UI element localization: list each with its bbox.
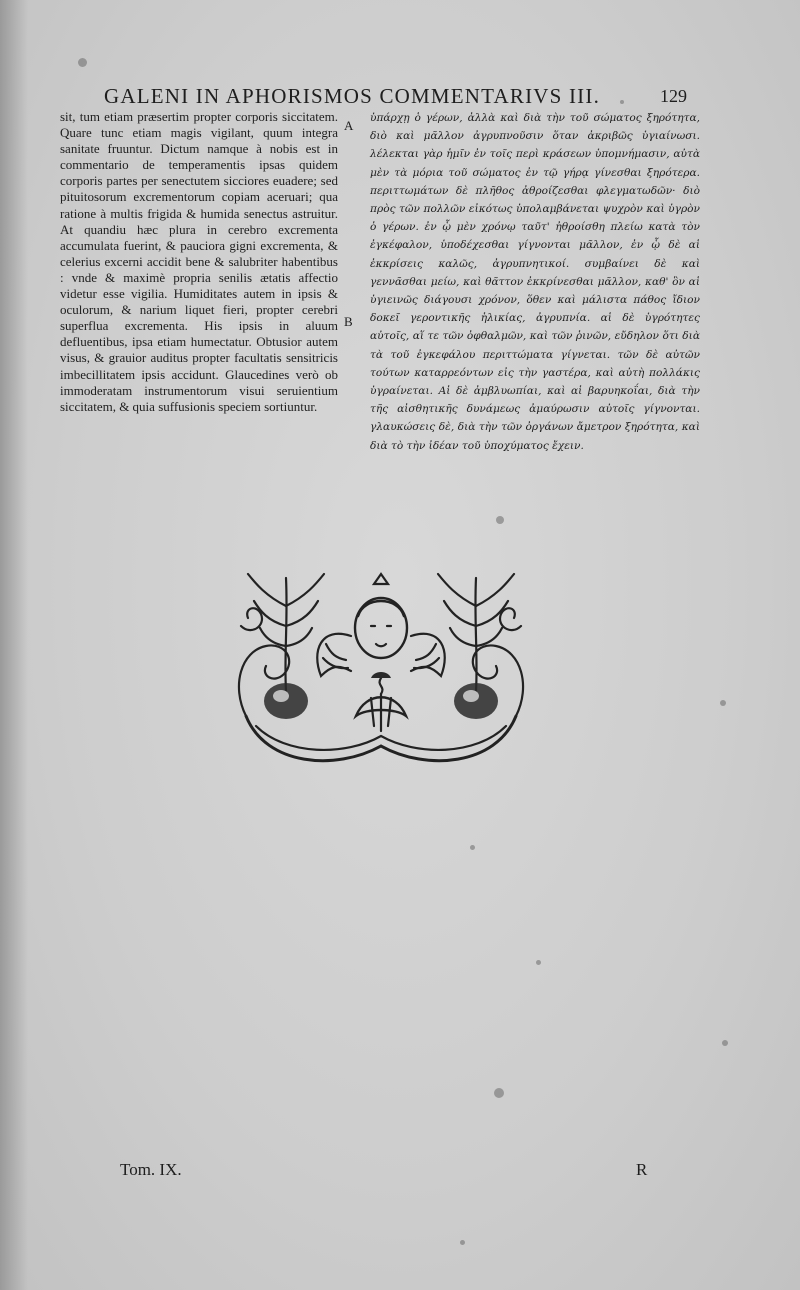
quire-letter: R [636, 1160, 648, 1179]
margin-letter-a: A [344, 118, 354, 133]
cherub-headpiece-ornament-icon [226, 566, 536, 776]
page-number: 129 [660, 86, 687, 106]
latin-column: sit, tum etiam præsertim propter corporis siccitatem. Quare tunc etiam magis vigilant, quum integra sanitate fruuntur. Dictum namque à nobis est in commentario de temperamentis ipsas quidem corporis partes per senectutem sicciores euadere; sed pituitosorum excrementorum copiam aceruari; qua ratione à multis frigida & humida senectus astruitur. At quandiu hæc plura in cerebro excrementa accumulata fuerint, & pauciora gigni excrementa, & celerius excerni accidit bene & salubriter habentibus : vnde & maximè propria senilis ætatis affectio videtur esse vigilia. Humiditates autem in ipsis & oculorum, & narium liquet fieri, propter cerebri superflua excrementa. His ipsis in aluum defluentibus, ipsa etiam humectatur. Obtusior autem visus, & grauior auditus propter facultatis sensitricis imbecillitatem ipsis accidunt. Glaucedines verò ob immoderatam instrumentorum visui seruientium siccitatem, & quia suffusionis speciem sortiuntur. [60, 109, 338, 414]
page-header [104, 84, 704, 110]
margin-letter-b: B [344, 314, 353, 329]
signature-mark: Tom. IX. [120, 1160, 182, 1179]
greek-column: ὑπάρχῃ ὁ γέρων, ἀλλὰ καὶ διὰ τὴν τοῦ σώματος ξηρότητα, διὸ καὶ μᾶλλον ἀγρυπνοῦσιν ὅταν ἀκριβῶς ὑγιαίνωσι. λέλεκται γὰρ ἡμῖν ἐν τοῖς περὶ κράσεων ὑπομνήμασιν, αὐτὰ μὲν τὰ μόρια τοῦ σώματος ἐν τῷ γήρᾳ γίνεσθαι ξηρότερα. περιττωμάτων δὲ πλῆθος ἀθροίζεσθαι φλεγματωδῶν· διὸ πρὸς τῶν πολλῶν εἰκότως ὑπολαμβάνεται ψυχρὸν καὶ ὑγρὸν ὁ γέρων. ἐν ᾧ μὲν χρόνῳ ταῦτ' ἠθροίσθη πλείω κατὰ τὸν ἐγκέφαλον, ὑποδέχεσθαι γίγνονται μᾶλλον, ἐν ᾧ δὲ αἱ ἐκκρίσεις καλῶς, ἀγρυπνητικοί. συμβαίνει δὲ καὶ γεννᾶσθαι μείω, καὶ θᾶττον ἐκκρίνεσθαι μᾶλλον, καθ' ὃν αἱ ὑγιεινῶς διάγουσι χρόνον, ὅθεν καὶ μάλιστα πάθος ἴδιον δοκεῖ γεροντικῆς ἡλικίας, ἀγρυπνία. αἱ δὲ ὑγρότητες αὐτοῖς, αἵ τε τῶν ὀφθαλμῶν, καὶ τῶν ῥινῶν, εὔδηλον ὅτι διὰ τὰ τοῦ ἐγκεφάλου περιττώματα γίγνεται. τῶν δὲ αὐτῶν τούτων καταρρεόντων εἰς τὴν γαστέρα, καὶ αὐτὴ πολλάκις ὑγραίνεται. Αἱ δὲ ἀμβλυωπίαι, καὶ αἱ βαρυηκοΐαι, διὰ τὴν τῆς αἰσθητικῆς δυνάμεως ἀμαύρωσιν αὐτοῖς γίγνονται. γλαυκώσεις δὲ, διὰ τὴν τῶν ὀργάνων ἄμετρον ξηρότητα, καὶ διὰ τὸ τὴν ἰδέαν τοῦ ὑποχύματος ἔχειν. [370, 112, 700, 452]
running-title: GALENI IN APHORISMOS COMMENTARIVS III. [104, 84, 601, 108]
gutter-shadow [0, 0, 28, 1290]
